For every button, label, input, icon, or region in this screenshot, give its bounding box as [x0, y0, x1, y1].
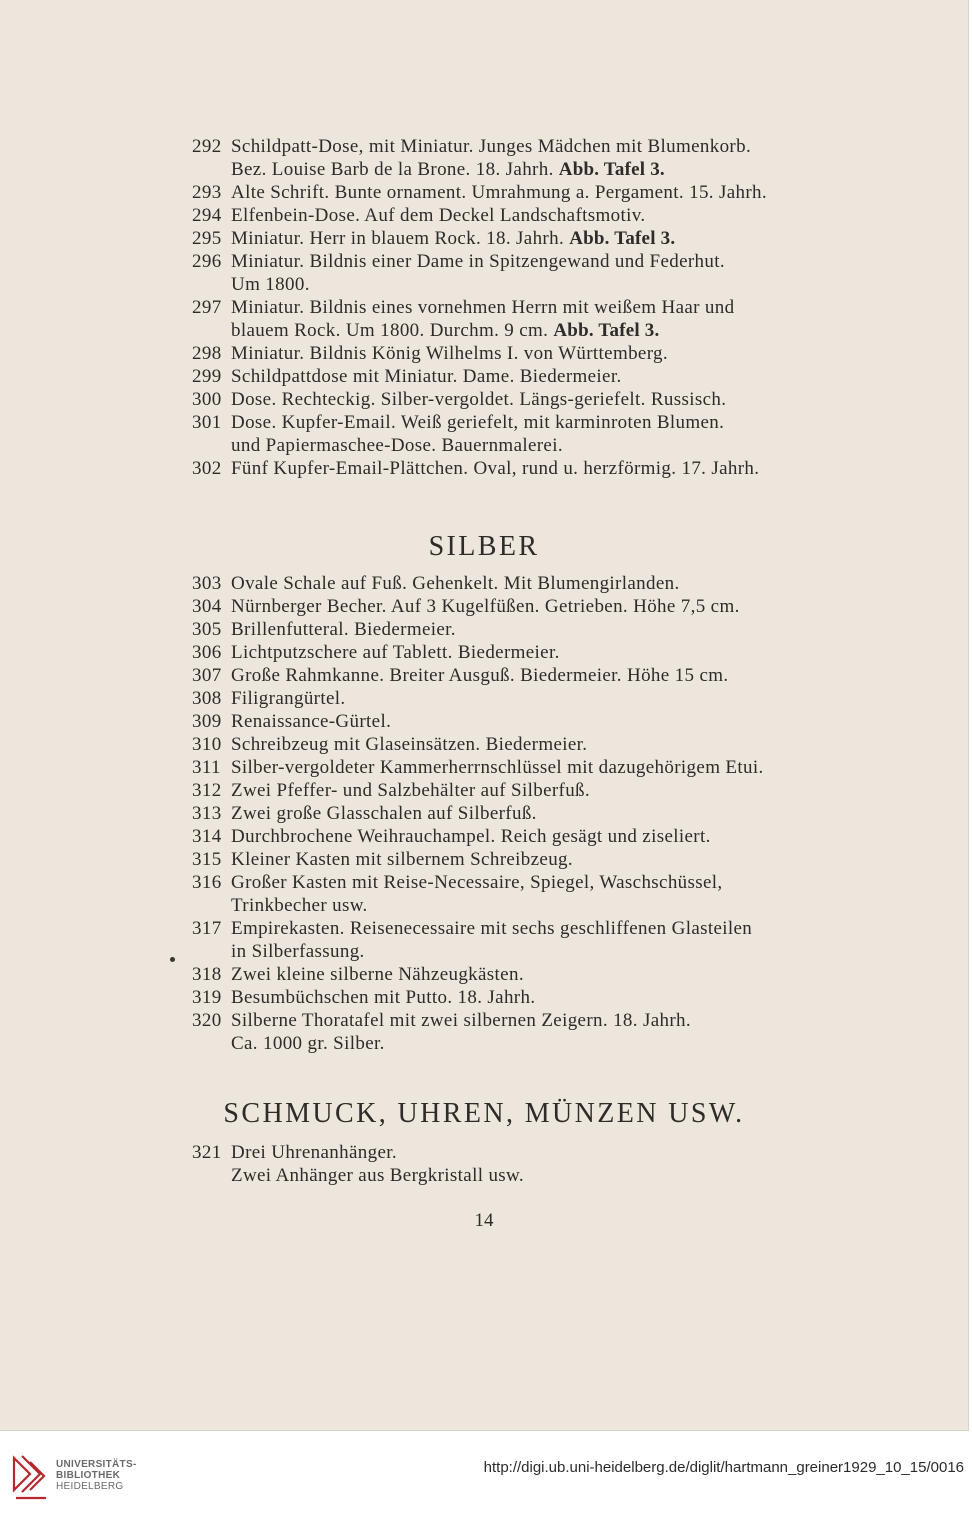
entry-description: Ca. 1000 gr. Silber.	[231, 1033, 385, 1054]
catalog-entry	[192, 595, 842, 618]
library-line-1: UNIVERSITÄTS-	[56, 1459, 137, 1470]
entry-text-line	[192, 1164, 842, 1187]
entry-description: blauem Rock. Um 1800. Durchm. 9 cm.	[231, 320, 549, 341]
entry-text-line	[192, 273, 842, 296]
plate-reference: Abb. Tafel 3.	[553, 320, 660, 341]
entry-description: in Silberfassung.	[231, 941, 365, 962]
entry-text-line	[192, 1141, 842, 1164]
catalog-entry	[192, 825, 842, 848]
catalog-entry	[192, 572, 842, 595]
entry-text-line	[192, 618, 842, 641]
entry-number: 317	[192, 918, 222, 939]
entry-text-line	[192, 342, 842, 365]
entry-description: Besumbüchschen mit Putto. 18. Jahrh.	[231, 987, 536, 1008]
page-number: 14	[474, 1210, 494, 1231]
entry-number: 293	[192, 182, 222, 203]
entry-number: 319	[192, 987, 222, 1008]
catalog-entry	[192, 802, 842, 825]
entry-text-line	[192, 825, 842, 848]
entry-description: Schildpatt-Dose, mit Miniatur. Junges Mädchen mit Blumenkorb.	[231, 136, 752, 157]
entry-text-line	[192, 802, 842, 825]
library-line-2: BIBLIOTHEK	[56, 1470, 121, 1481]
entry-number: 295	[192, 228, 222, 249]
catalog-entry	[192, 227, 842, 250]
catalog-entry	[192, 296, 842, 342]
entry-text-line	[192, 1032, 842, 1055]
entry-text-line	[192, 894, 842, 917]
catalog-entry	[192, 986, 842, 1009]
entry-description: Schreibzeug mit Glaseinsätzen. Biedermeier.	[231, 734, 588, 755]
catalog-entry	[192, 687, 842, 710]
catalog-entry	[192, 411, 842, 457]
entry-number: 315	[192, 849, 222, 870]
ink-dot	[170, 957, 175, 962]
entry-number: 309	[192, 711, 222, 732]
entry-text-line	[192, 664, 842, 687]
catalog-entry	[192, 618, 842, 641]
entry-text-line	[192, 365, 842, 388]
catalog-entry	[192, 963, 842, 986]
entry-text-line	[192, 940, 842, 963]
entry-text-line	[192, 296, 842, 319]
entry-text-line	[192, 204, 842, 227]
entry-text-line	[192, 641, 842, 664]
entry-number: 296	[192, 251, 222, 272]
entry-description: Dose. Rechteckig. Silber-vergoldet. Längs-geriefelt. Russisch.	[231, 389, 727, 410]
entry-text-line	[192, 572, 842, 595]
entry-description: Empirekasten. Reisenecessaire mit sechs geschliffenen Glasteilen	[231, 918, 753, 939]
entry-text-line	[192, 687, 842, 710]
entry-description: Dose. Kupfer-Email. Weiß geriefelt, mit karminroten Blumen.	[231, 412, 725, 433]
library-line-3: HEIDELBERG	[56, 1481, 124, 1492]
entry-description: Zwei Anhänger aus Bergkristall usw.	[231, 1165, 524, 1186]
entry-description: Nürnberger Becher. Auf 3 Kugelfüßen. Getrieben. Höhe 7,5 cm.	[231, 596, 740, 617]
entry-number: 292	[192, 136, 222, 157]
entry-number: 301	[192, 412, 222, 433]
entry-text-line	[192, 158, 842, 181]
catalog-entry	[192, 457, 842, 480]
entry-description: Miniatur. Bildnis einer Dame in Spitzengewand und Federhut.	[231, 251, 725, 272]
entry-text-line	[192, 595, 842, 618]
entry-description: Alte Schrift. Bunte ornament. Umrahmung a. Pergament. 15. Jahrh.	[231, 182, 767, 203]
catalog-entry	[192, 871, 842, 917]
entry-text-line	[192, 756, 842, 779]
entry-number: 318	[192, 964, 222, 985]
catalog-entry	[192, 388, 842, 411]
entry-number: 311	[192, 757, 221, 778]
entry-number: 303	[192, 573, 222, 594]
entry-number: 294	[192, 205, 222, 226]
entry-text-line	[192, 227, 842, 250]
entry-description: Bez. Louise Barb de la Brone. 18. Jahrh.	[231, 159, 554, 180]
entry-description: Durchbrochene Weihrauchampel. Reich gesägt und ziseliert.	[231, 826, 711, 847]
catalog-entry	[192, 779, 842, 802]
entry-number: 297	[192, 297, 222, 318]
entry-number: 314	[192, 826, 222, 847]
entry-number: 299	[192, 366, 222, 387]
entry-text-line	[192, 319, 842, 342]
catalog-entry	[192, 1009, 842, 1055]
catalog-entry	[192, 917, 842, 963]
entry-description: Trinkbecher usw.	[231, 895, 368, 916]
plate-reference: Abb. Tafel 3.	[558, 159, 665, 180]
entry-text-line	[192, 779, 842, 802]
entry-number: 305	[192, 619, 222, 640]
footer-bar	[0, 1432, 972, 1516]
catalog-entry	[192, 1141, 842, 1187]
entry-number: 312	[192, 780, 222, 801]
entry-description: Um 1800.	[231, 274, 310, 295]
library-name	[56, 1459, 137, 1492]
catalog-entry	[192, 250, 842, 296]
entry-description: Miniatur. Bildnis König Wilhelms I. von Württemberg.	[231, 343, 668, 364]
entry-text-line	[192, 434, 842, 457]
plate-reference: Abb. Tafel 3.	[569, 228, 676, 249]
entry-number: 313	[192, 803, 222, 824]
catalog-entry	[192, 848, 842, 871]
entry-description: Große Rahmkanne. Breiter Ausguß. Biedermeier. Höhe 15 cm.	[231, 665, 729, 686]
catalog-entry	[192, 365, 842, 388]
catalog-entry	[192, 641, 842, 664]
entry-number: 321	[192, 1142, 222, 1163]
entry-number: 316	[192, 872, 222, 893]
entry-number: 310	[192, 734, 222, 755]
entry-description: Miniatur. Bildnis eines vornehmen Herrn mit weißem Haar und	[231, 297, 735, 318]
entry-text-line	[192, 848, 842, 871]
catalog-entry	[192, 342, 842, 365]
entry-description: Zwei Pfeffer- und Salzbehälter auf Silberfuß.	[231, 780, 591, 801]
entry-number: 320	[192, 1010, 222, 1031]
entry-number: 302	[192, 458, 222, 479]
entry-description: Schildpattdose mit Miniatur. Dame. Biedermeier.	[231, 366, 622, 387]
entry-text-line	[192, 181, 842, 204]
catalog-entry	[192, 733, 842, 756]
entry-text-line	[192, 411, 842, 434]
entry-description: Miniatur. Herr in blauem Rock. 18. Jahrh.	[231, 228, 565, 249]
entry-text-line	[192, 986, 842, 1009]
catalog-entry	[192, 664, 842, 687]
entry-description: Zwei große Glasschalen auf Silberfuß.	[231, 803, 537, 824]
source-url-link[interactable]: http://digi.ub.uni-heidelberg.de/diglit/hartmann_greiner1929_10_15/0016	[483, 1459, 964, 1476]
entry-description: Drei Uhrenanhänger.	[231, 1142, 397, 1163]
catalog-entry	[192, 204, 842, 227]
entry-description: Renaissance-Gürtel.	[231, 711, 392, 732]
entry-description: Fünf Kupfer-Email-Plättchen. Oval, rund u. herzförmig. 17. Jahrh.	[231, 458, 760, 479]
entry-description: Filigrangürtel.	[231, 688, 346, 709]
entry-number: 300	[192, 389, 222, 410]
entry-description: Lichtputzschere auf Tablett. Biedermeier.	[231, 642, 560, 663]
university-library-logo-icon	[10, 1452, 50, 1504]
entry-text-line	[192, 917, 842, 940]
catalog-entry	[192, 710, 842, 733]
catalog-entry	[192, 135, 842, 181]
section-heading-schmuck: SCHMUCK, UHREN, MÜNZEN USW.	[223, 1098, 745, 1129]
entry-text-line	[192, 457, 842, 480]
entry-description: Silberne Thoratafel mit zwei silbernen Zeigern. 18. Jahrh.	[231, 1010, 691, 1031]
entry-text-line	[192, 963, 842, 986]
entry-text-line	[192, 250, 842, 273]
entry-description: Ovale Schale auf Fuß. Gehenkelt. Mit Blumengirlanden.	[231, 573, 680, 594]
entry-number: 304	[192, 596, 222, 617]
section-heading-silber: SILBER	[428, 531, 540, 562]
entry-number: 298	[192, 343, 222, 364]
entry-text-line	[192, 871, 842, 894]
catalog-entry	[192, 181, 842, 204]
entry-number: 307	[192, 665, 222, 686]
entry-text-line	[192, 733, 842, 756]
entry-number: 308	[192, 688, 222, 709]
entry-text-line	[192, 388, 842, 411]
entry-number: 306	[192, 642, 222, 663]
entry-description: Brillenfutteral. Biedermeier.	[231, 619, 456, 640]
entry-text-line	[192, 135, 842, 158]
entry-text-line	[192, 710, 842, 733]
entry-description: Silber-vergoldeter Kammerherrnschlüssel mit dazugehörigem Etui.	[231, 757, 764, 778]
entry-text-line	[192, 1009, 842, 1032]
entry-description: Zwei kleine silberne Nähzeugkästen.	[231, 964, 524, 985]
entry-description: Elfenbein-Dose. Auf dem Deckel Landschaftsmotiv.	[231, 205, 646, 226]
entry-description: Großer Kasten mit Reise-Necessaire, Spiegel, Waschschüssel,	[231, 872, 723, 893]
entry-description: und Papiermaschee-Dose. Bauernmalerei.	[231, 435, 563, 456]
entry-description: Kleiner Kasten mit silbernem Schreibzeug.	[231, 849, 573, 870]
catalog-entry	[192, 756, 842, 779]
